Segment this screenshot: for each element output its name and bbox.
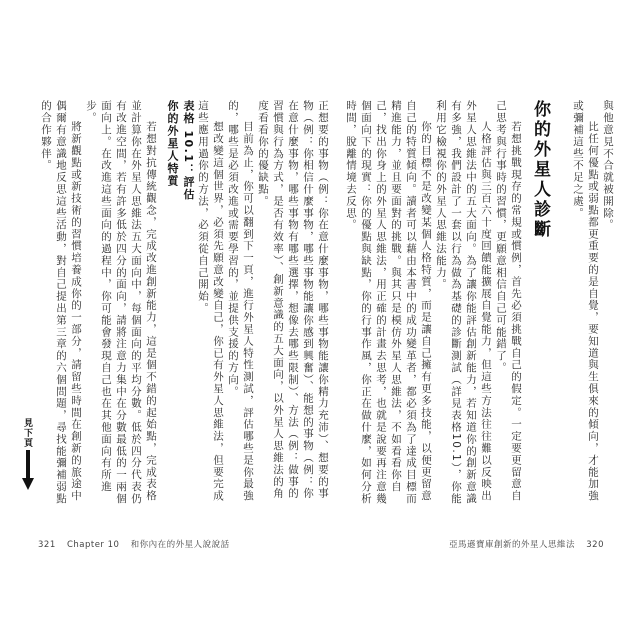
left-footer: [38, 538, 230, 550]
paragraph: 目前為止，你可以翻到下一頁，進行外星人特性測試，評估哪些是你最強的，哪些是必須改進或需要學習的，並提供支援的方向。: [227, 100, 254, 502]
table-heading: [164, 100, 180, 188]
right-footer: [449, 538, 612, 550]
intro-text: [572, 100, 615, 505]
right-body: [328, 100, 523, 505]
paragraph: 人格評估與三百六十度回饋能擴展自覺能力，但這些方法往往難以反映出外星人思維法中的五大面向。為了讓你能評估創新能力，若知道你的創新意識有多強，我們設計了一套以行為做為基礎的診斷測試（詳見表格10.1），你能利用它檢視你的外星人思維法能力。: [435, 100, 492, 505]
right-page: [330, 100, 615, 520]
table-heading-line: 表格 10.1：評估: [182, 100, 195, 201]
paragraph: 若想對抗傳統觀念，完成改進創新能力，這是個不錯的起始點，完成表格並計算你在外星人思維法五大面向中，每個面向的平均分數。低於四分代表仍有改進空間，若有許多低於四分的面向，請將注意力集中在分數最低的一兩個面向上。在改進這些面向的過程中，你可能會發現自己也在其他面向有所進步。: [85, 100, 157, 505]
page-number: 321: [38, 540, 56, 550]
intro-line: 比任何優點或弱點都更重要的是自覺，要知道與生俱來的傾向，才能加強或彌補這些不足之處。: [572, 100, 599, 502]
chapter-title: 和你內在的外星人說說話: [130, 540, 230, 550]
next-page-marker: [21, 418, 34, 490]
paragraph: 想改變這個世界，必須先願意改變自己，你已有外星人思維法，但要完成這些應用過你的方法，必須從自己開始。: [197, 100, 224, 502]
book-title: 亞馬遜寶庫創新的外星人思維法: [449, 540, 576, 550]
arrow-down-icon: [22, 450, 34, 490]
section-heading: 你的外星人診斷: [530, 100, 550, 240]
left-body: [197, 100, 330, 505]
chapter-label: Chapter 10: [66, 540, 120, 550]
table-intro-body: [40, 100, 158, 505]
paragraph: 若想挑戰現存的常規或慣例，首先必須挑戰自己的假定。一定要更留意自己思考與行事時的習慣，更願意相信自己可能錯了。: [495, 100, 522, 502]
paragraph: 正想要的事物（例：你在意什麼事物，哪些事物能讓你精力充沛）、想要的事物（例：你相信什麼事物，哪些事物能讓你感到興奮）、能想的事物（例：你在意什麼事物，哪些事物有哪些選擇，想像去哪些限制）、方法（例：做事的習慣與行為方式，是否有效率）、創新意識的五大面向，以外星人思維法的角度看看你的優缺點。: [257, 100, 329, 500]
left-page: [40, 100, 330, 520]
page-number: 320: [586, 540, 604, 550]
paragraph: 將新觀點或新技術的習慣培養成你的一部分，請留些時間在創新的旅途中偶爾有意識地反思這些活動，對自己提出第三章的六個問題，尋找能彌補弱點的合作夥伴。: [40, 100, 82, 505]
intro-line: 與他意見不合就被開除。: [602, 100, 614, 231]
table-heading-line: 你的外星人特質: [166, 100, 179, 188]
table-heading: [180, 100, 196, 201]
next-page-label: 見下頁: [22, 418, 32, 448]
paragraph: 你的目標不是改變某個人格特質，而是讓自己擁有更多技能，以便更留意自己的特質傾向。讀者可以藉由本書中的成功變革者，都必須為了達成目標而精進能力，並且要面對的挑戰。與其只是模仿外星人思維法，不如看看你自己，找出你身上的外星人思維法，用正確的計畫去思考，也就是說要再注意幾個面向下的現實：你的優點與缺點，你的行事作風，你正在做什麼，如何分析時間，脫離情境去反思。: [345, 100, 432, 505]
